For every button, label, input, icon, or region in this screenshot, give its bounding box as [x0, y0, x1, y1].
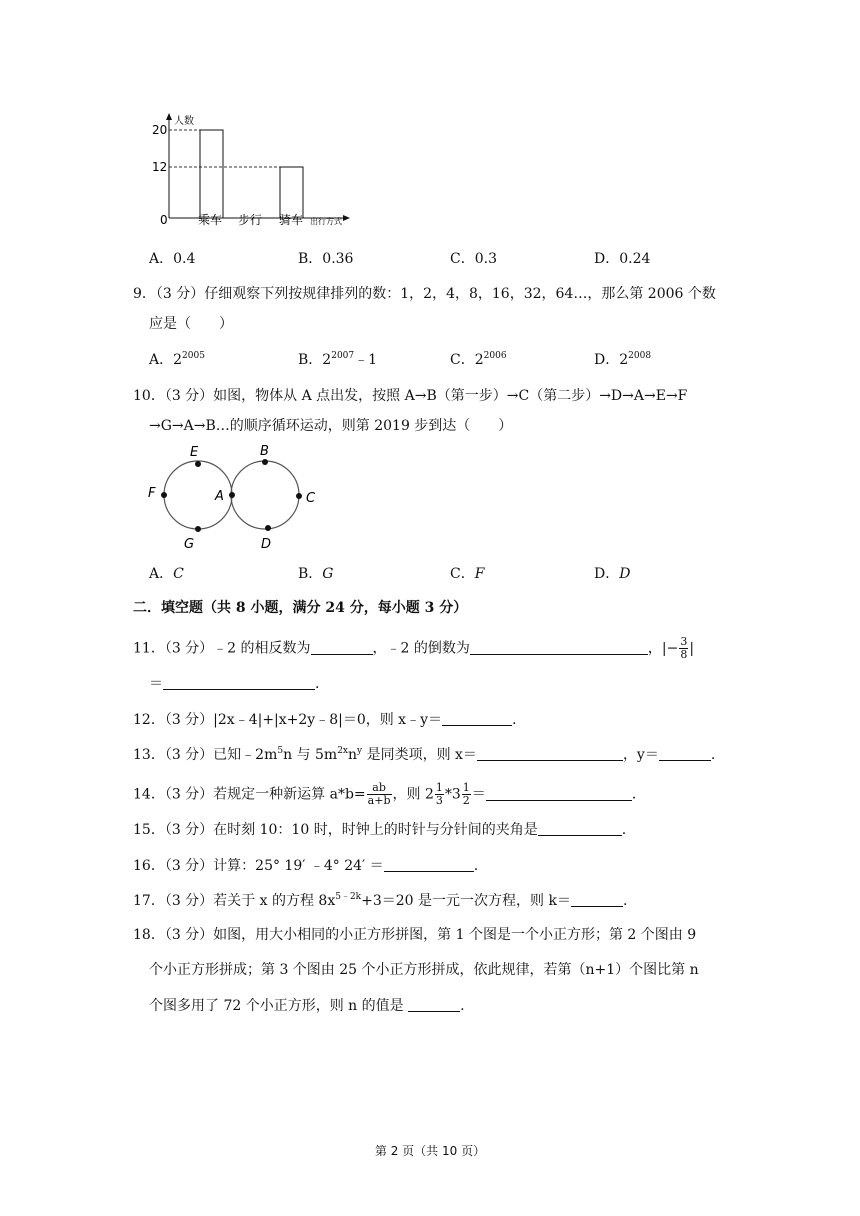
q8-bar-chart: [140, 110, 370, 230]
page-footer: 第 2 页（共 10 页）: [374, 1144, 486, 1158]
q16-line: 16．（3 分）计算：25° 19′ ﹣4° 24′ ＝ .: [133, 858, 479, 874]
q15-blank[interactable]: [538, 821, 622, 836]
y-axis-label: 人数: [174, 116, 194, 127]
q15-line: 15．（3 分）在时刻 10：10 时，时钟上的时针与分针间的夹角是 .: [133, 822, 627, 838]
q9-option-b: B．$2^{2007}﹣1$: [298, 351, 378, 368]
q12-line: 12．（3 分）|2x﹣4|+|x+2y﹣8|＝0，则 x﹣y＝ .: [133, 712, 517, 728]
q11-blank-1[interactable]: [311, 640, 373, 655]
y-tick-20: 20: [152, 123, 168, 137]
q10-circle-diagram: [140, 440, 330, 555]
point-e: [195, 461, 201, 467]
label-f: F: [148, 486, 156, 501]
x-axis-label: 出行方式: [310, 217, 342, 226]
q16-blank[interactable]: [384, 857, 474, 872]
q11-line-1: 11．（3 分）﹣2 的相反数为 ，﹣2 的倒数为 ，|− $\frac{3}{8}$ |: [133, 635, 695, 661]
x-category-2: 骑车: [279, 213, 304, 227]
point-f: [161, 492, 167, 498]
point-d: [265, 525, 271, 531]
q18-line-3: 个图多用了 72 个小正方形，则 n 的值是 .: [149, 998, 465, 1014]
point-g: [195, 526, 201, 532]
q9-option-c: C．$2^{2006}$: [450, 351, 507, 368]
bar-qiche: [280, 167, 303, 218]
q9-line-1: 9．（3 分）仔细观察下列按规律排列的数：1，2，4，8，16，32，64…，那么第 2006 个数: [133, 286, 716, 302]
q10-line-1: 10．（3 分）如图，物体从 A 点出发，按照 A→B（第一步）→C（第二步）→D→A→E→F: [133, 388, 688, 404]
y-tick-12: 12: [152, 160, 168, 174]
label-e: E: [190, 445, 199, 460]
x-category-0: 乘车: [198, 213, 223, 227]
q13-line: 13．（3 分）已知$﹣2m^5n$ 与 $5m^{2x}n^y$ 是同类项，则 x＝ ，y＝ .: [133, 746, 716, 763]
q9-option-d: D．$2^{2008}$: [594, 351, 652, 368]
x-axis-arrow-icon: [343, 215, 350, 221]
q8-option-c: C．0.3: [450, 251, 497, 267]
q17-line: 17．（3 分）若关于 x 的方程 $8x^{5﹣2k}+3=20$ 是一元一次方程，则 k＝ .: [133, 892, 628, 909]
q11-blank-2[interactable]: [470, 640, 648, 655]
q9-line-2: 应是（ ）: [149, 316, 233, 332]
q10-option-d: D．D: [594, 566, 631, 582]
q13-blank-x[interactable]: [477, 746, 623, 761]
q18-line-1: 18．（3 分）如图，用大小相同的小正方形拼图，第 1 个图是一个小正方形；第 2 个图由 9: [133, 927, 697, 943]
q11-line-2: ＝ .: [149, 676, 320, 692]
label-d: D: [261, 537, 272, 552]
point-a: [229, 492, 235, 498]
q13-blank-y[interactable]: [659, 746, 711, 761]
label-c: C: [306, 491, 316, 506]
q10-line-2: →G→A→B…的顺序循环运动，则第 2019 步到达（ ）: [149, 418, 513, 434]
label-a: A: [215, 489, 224, 504]
q9-option-a: A．$2^{2005}$: [149, 351, 205, 368]
q14-line: 14．（3 分）若规定一种新运算 a*b= $\frac{ab}{a+b}$ ，则 2 $\frac{1}{3}$ *3 $\frac{1}{2}$ ＝ .: [133, 781, 637, 807]
origin-label: 0: [160, 213, 168, 227]
right-circle: [231, 461, 299, 529]
q18-blank[interactable]: [408, 997, 460, 1012]
q17-blank[interactable]: [571, 892, 623, 907]
y-axis-arrow-icon: [166, 113, 172, 120]
label-g: G: [184, 537, 195, 552]
q10-option-c: C．F: [450, 566, 485, 582]
point-c: [296, 493, 302, 499]
q8-option-a: A．0.4: [149, 251, 196, 267]
x-category-1: 步行: [238, 213, 263, 227]
q11-blank-3[interactable]: [163, 675, 315, 690]
q18-line-2: 个小正方形拼成；第 3 个图由 25 个小正方形拼成，依此规律，若第（n+1）个图比第 n: [149, 962, 699, 978]
q8-option-d: D．0.24: [594, 251, 651, 267]
q8-option-b: B．0.36: [298, 251, 354, 267]
q14-blank[interactable]: [486, 786, 632, 801]
label-b: B: [260, 444, 269, 459]
q10-option-a: A．C: [149, 566, 184, 582]
section-2-heading: 二．填空题（共 8 小题，满分 24 分，每小题 3 分）: [133, 600, 468, 616]
q12-blank[interactable]: [442, 711, 512, 726]
q10-option-b: B．G: [298, 566, 334, 582]
point-b: [262, 459, 268, 465]
bar-chengche: [200, 130, 223, 218]
